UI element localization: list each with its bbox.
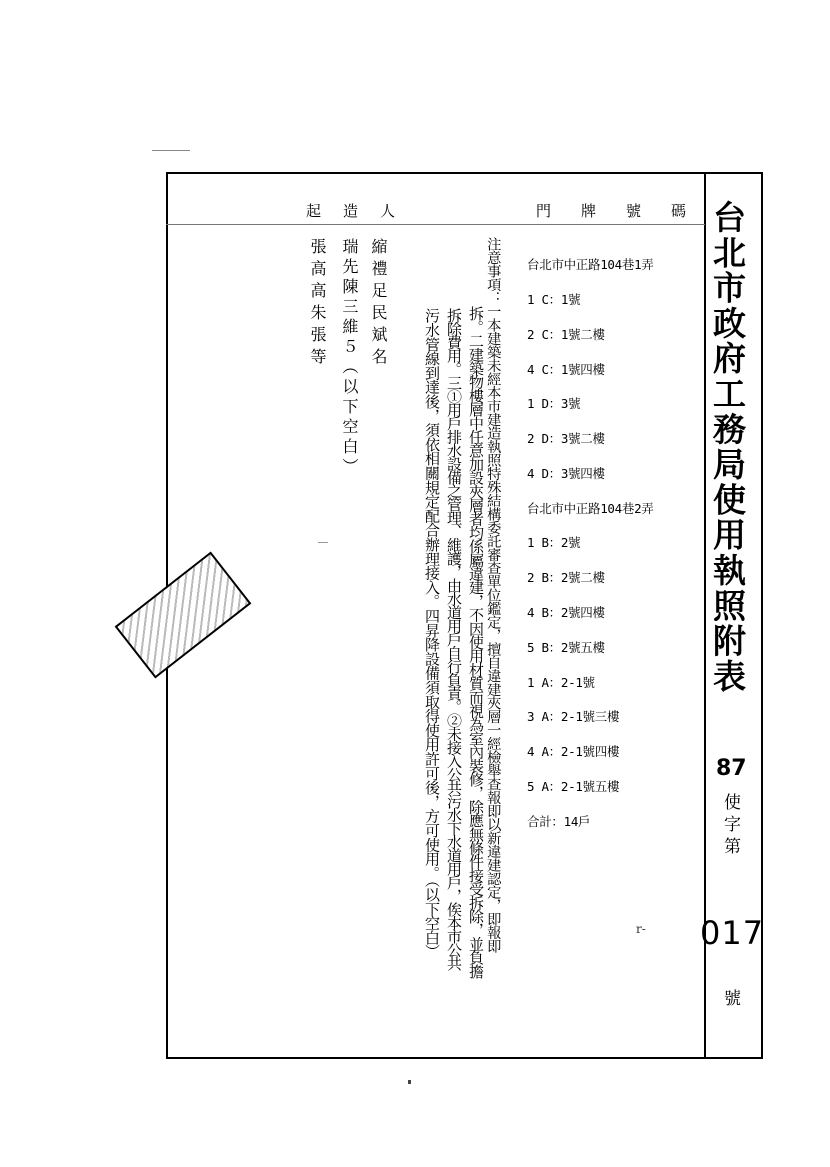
license-suffix: 號 (724, 989, 741, 1009)
address-line: 1 B：2號 (527, 535, 581, 551)
notes-column-1: 注意事項：一本建築未經本市建造執照特殊結構委託審查單位鑑定，擅自違建夾層一經檢舉查報即以新違建認定，即報即 (485, 237, 502, 953)
notes-column-2: 拆。二建築物樓層中任意加設夾層者均係屬違建，不因使用材質而視為室內裝修，除應無條件接受拆除，並負擔 (467, 306, 485, 978)
header-address: 門牌號碼 (536, 202, 717, 220)
notes-column-4: 污水管線到達後，須依相關規定配合辦理接入。四昇降設備須取得使用許可後，方可使用。（以下空白） (423, 308, 441, 959)
notes-column-3: 拆除費用。三①用戶排水設備之管理、維護，由水道用戶自行負責。②未接入公共污水下水道用戶，俟本市公共 (445, 308, 463, 970)
address-line: 4 A：2-1號四樓 (527, 744, 620, 760)
address-line: 1 A：2-1號 (527, 674, 595, 690)
address-line: 5 A：2-1號五樓 (527, 778, 620, 794)
address-line: 台北市中正路104巷2弄 (527, 500, 654, 516)
license-number: 017 (700, 914, 765, 952)
header-builder: 起造人 (306, 202, 418, 220)
scan-mark (408, 1080, 411, 1084)
builder-column-c: 張高高朱張等 (308, 238, 327, 370)
address-line: 3 A：2-1號三樓 (527, 709, 620, 725)
scan-mark (318, 542, 328, 543)
form-frame (166, 172, 763, 1059)
builder-column-a: 縮禮足民斌名 (369, 238, 388, 370)
form-title: 台北市政府工務局使用執照附表 (708, 200, 747, 695)
address-line: 1 D：3號 (527, 396, 581, 412)
stray-mark: r- (636, 922, 646, 936)
address-line: 合計：14戶 (527, 813, 591, 829)
address-line: 台北市中正路104巷1弄 (527, 257, 654, 273)
address-line: 2 B：2號二樓 (527, 570, 605, 586)
license-year: 87 (716, 756, 747, 781)
scan-mark (152, 150, 190, 151)
address-line: 5 B：2號五樓 (527, 639, 605, 655)
address-line: 2 C：1號二樓 (527, 326, 605, 342)
address-line: 1 C：1號 (527, 291, 581, 307)
address-line: 4 B：2號四樓 (527, 605, 605, 620)
address-list (527, 236, 654, 839)
header-divider (166, 224, 705, 225)
address-line: 4 C：1號四樓 (527, 361, 605, 377)
builder-column-b: 瑞先陳三維５（以下空白） (340, 238, 359, 478)
address-line: 2 D：3號二樓 (527, 431, 605, 447)
address-line: 4 D：3號四樓 (527, 465, 605, 481)
license-type: 使字第 (720, 793, 740, 859)
